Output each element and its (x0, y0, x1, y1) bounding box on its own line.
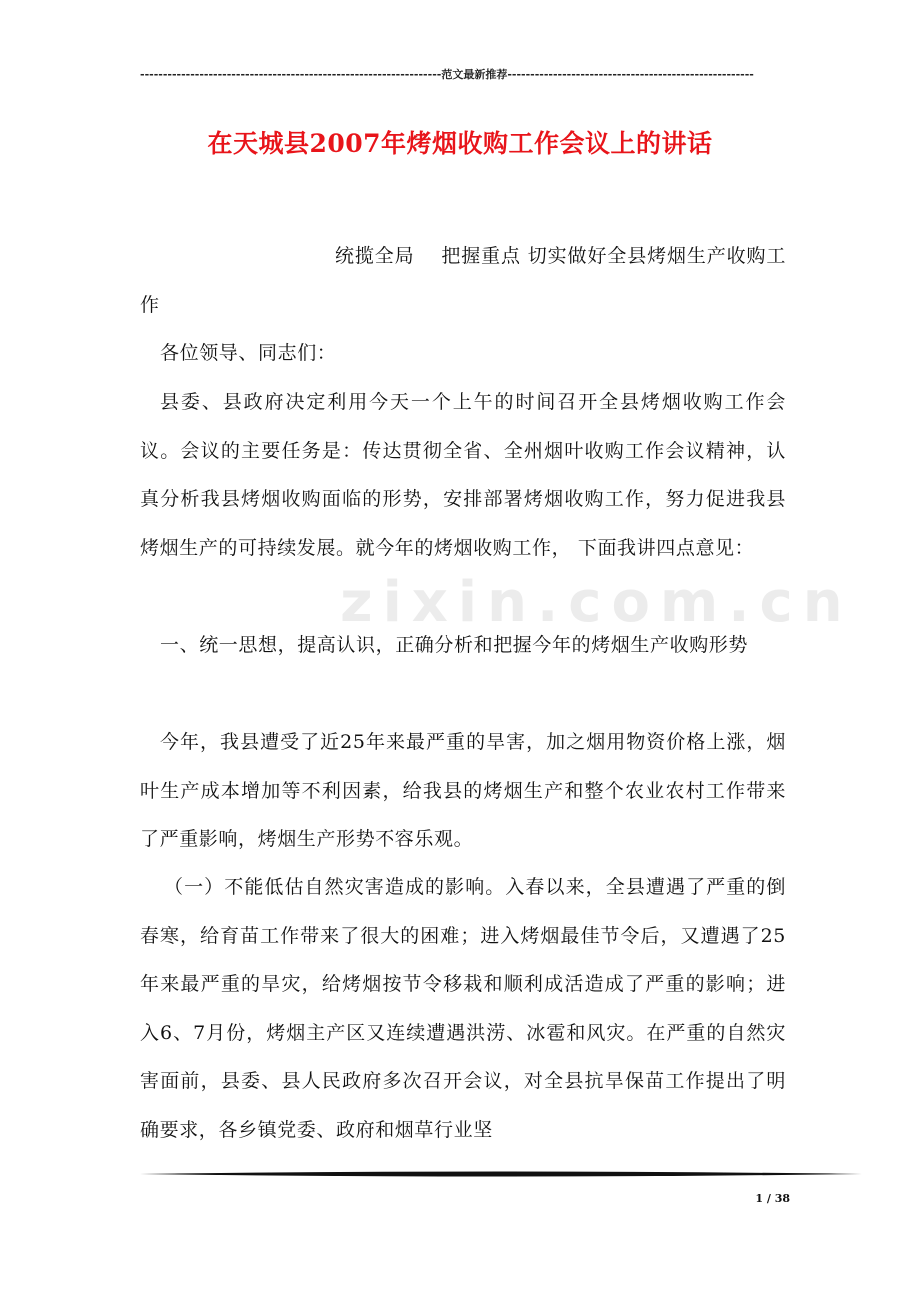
section-heading: 一、统一思想，提高认识，正确分析和把握今年的烤烟生产收购形势 (160, 634, 749, 656)
document-title: 在天城县2007年烤烟收购工作会议上的讲话 (207, 129, 713, 158)
body-paragraph: 今年，我县遭受了近25年来最严重的旱害，加之烟用物资价格上涨，烟叶生产成本增加等不利因素，给我县的烤烟生产和整个农业农村工作带来了严重影响，烤烟生产形势不容乐观。 (140, 731, 786, 850)
document-subtitle: 统揽全局 把握重点 切实做好全县烤烟生产收购工作 (140, 245, 786, 316)
footer-rule (140, 1170, 862, 1178)
body-paragraph: 县委、县政府决定利用今天一个上午的时间召开全县烤烟收购工作会议。会议的主要任务是：传达贯彻全省、全州烟叶收购工作会议精神，认真分析我县烤烟收购面临的形势，安排部署烤烟收购工作，努力促进我县烤烟生产的可持续发展。就今年的烤烟收购工作， 下面我讲四点意见： (140, 391, 786, 559)
header-banner: ------------------------------------------------------------------范文最新推荐------------------------------------------------------ (140, 68, 754, 81)
page-number: 1 / 38 (755, 1192, 790, 1205)
watermark: zixin.com.cn (340, 570, 853, 635)
salutation: 各位领导、同志们： (160, 342, 337, 364)
body-paragraph: （一）不能低估自然灾害造成的影响。入春以来，全县遭遇了严重的倒春寒，给育苗工作带来了很大的困难；进入烤烟最佳节令后，又遭遇了25年来最严重的旱灾，给烤烟按节令移栽和顺利成活造成了严重的影响；进入6、7月份，烤烟主产区又连续遭遇洪涝、冰雹和风灾。在严重的自然灾害面前，县委、县人民政府多次召开会议，对全县抗旱保苗工作提出了明确要求，各乡镇党委、政府和烟草行业坚 (140, 876, 786, 1141)
